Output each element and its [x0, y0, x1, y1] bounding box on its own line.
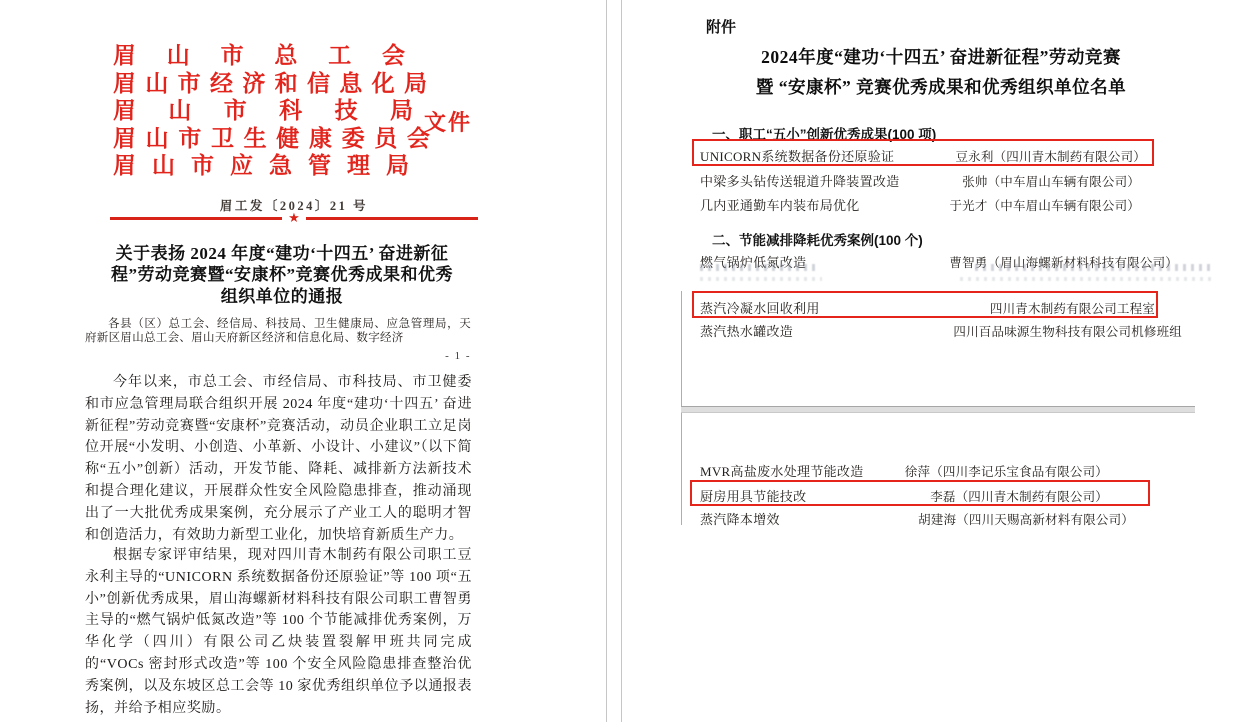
project-name: MVR高盐废水处理节能改造: [700, 464, 864, 479]
awardee-name: 四川百品味源生物科技有限公司机修班组: [953, 325, 1182, 339]
project-name: 燃气锅炉低氮改造: [700, 255, 807, 270]
org-line-5: 眉 山 市 应 急 管 理 局: [113, 153, 409, 179]
highlight-box-unicorn: [692, 139, 1154, 166]
org-line-2: 眉 山 市 经 济 和 信 息 化 局: [113, 70, 427, 96]
addressees-paragraph: 各县（区）总工会、经信局、科技局、卫生健康局、应急管理局，天府新区眉山总工会、眉山天府新区经济和信息化局、数字经济: [85, 318, 471, 344]
notice-title-line-2: 程”劳动竞赛暨“安康杯”竞赛优秀成果和优秀: [111, 265, 453, 285]
left-window-edge: [606, 0, 607, 722]
awardee-name: 李磊（四川青木制药有限公司）: [930, 490, 1108, 504]
project-name: 厨房用具节能技改: [700, 489, 807, 504]
ghost-smear: [700, 277, 822, 281]
page-break-gap: [681, 406, 1195, 413]
doc-number: 眉工发〔2024〕21 号: [219, 199, 369, 213]
right-window-edge: [621, 0, 622, 722]
award-row: [700, 321, 1182, 340]
awardee-name: 豆永利（四川青木制药有限公司）: [955, 150, 1146, 164]
awardee-name: 胡建海（四川天赐高新材料有限公司）: [918, 513, 1134, 527]
org-line-3: 眉 山 市 科 技 局: [113, 98, 413, 124]
notice-title-line-3: 组织单位的通报: [220, 286, 344, 306]
awardee-name: 张帅（中车眉山车辆有限公司）: [962, 175, 1140, 189]
award-row: [700, 195, 1140, 214]
project-name: 蒸汽热水罐改造: [700, 324, 794, 339]
awardee-name: 曹智勇（眉山海螺新材料科技有限公司）: [949, 256, 1178, 270]
notice-title-line-1: 关于表扬 2024 年度“建功‘十四五’ 奋进新征: [115, 244, 449, 263]
notice-title: [85, 243, 479, 307]
red-header-org-block: [113, 42, 430, 180]
body-paragraph-2: 根据专家评审结果，现对四川青木制药有限公司职工豆永利主导的“UNICORN 系统数据备份还原验证”等 100 项“五小”创新优秀成果，眉山海螺新材料科技有限公司职工曹智勇主导的“燃气锅炉低氮改造”等 100 个节能减排优秀案例，万华化学（四川）有限公司乙炔装置裂解甲班共同完成的“VOCs 密封形式改造”等 100 个安全风险隐患排查整治优秀案例，以及东坡区总工会等 10 家优秀组织单位予以通报表扬，并给予相应奖励。: [85, 548, 472, 716]
award-row: [700, 171, 1140, 190]
awardee-name: 于光才（中车眉山车辆有限公司）: [949, 199, 1140, 213]
award-row: [700, 461, 1108, 480]
awardee-name: 徐萍（四川李记乐宝食品有限公司）: [904, 465, 1108, 479]
attachment-title: [660, 42, 1222, 102]
org-line-1: 眉 山 市 总 工 会: [113, 43, 405, 68]
page-left-border-upper: [681, 291, 682, 406]
project-name: 几内亚通勤车内装布局优化: [700, 198, 860, 213]
section1-heading: 一、职工“五小”创新优秀成果(100 项): [712, 127, 937, 142]
project-name: 蒸汽冷凝水回收利用: [700, 301, 820, 316]
project-name: 中梁多头钻传送辊道升降装置改造: [700, 174, 900, 189]
section2-heading: 二、节能减排降耗优秀案例(100 个): [712, 233, 923, 248]
page-left-border-lower: [681, 413, 682, 525]
star-icon: ★: [288, 211, 300, 226]
doc-type-label: 文件: [424, 110, 473, 135]
project-name: UNICORN系统数据备份还原验证: [700, 149, 895, 164]
project-name: 蒸汽降本增效: [700, 512, 780, 527]
ghost-smear: [960, 277, 1213, 281]
highlight-box-condensate: [692, 291, 1158, 318]
attachment-title-line-1: 2024年度“建功‘十四五’ 奋进新征程”劳动竞赛: [761, 47, 1121, 67]
ghost-smear: [975, 264, 1213, 271]
body-paragraph-1: 今年以来，市总工会、市经信局、市科技局、市卫健委和市应急管理局联合组织开展 2024 年度“建功‘十四五’ 奋进新征程”劳动竞赛暨“安康杯”竞赛活动，动员企业职工立足岗位开展“小发明、小创造、小革新、小设计、小建议”（以下简称“五小”创新）活动，开发节能、降耗、减排新方法新技术和提合理化建议，开展群众性安全风险隐患排查，推动涌现出了一大批优秀成果案例，充分展示了产业工人的聪明才智和创造活力，有效助力新型工业化，加快培育新质生产力。: [85, 375, 472, 543]
page-number: - 1 -: [445, 350, 471, 362]
red-rule-right-segment: [306, 217, 478, 220]
red-rule: [110, 212, 478, 225]
attachment-label: 附件: [706, 19, 737, 36]
highlight-box-kitchen: [690, 480, 1150, 506]
red-rule-left-segment: [110, 217, 282, 220]
awardee-name: 四川青木制药有限公司工程室: [989, 302, 1155, 316]
org-line-4: 眉 山 市 卫 生 健 康 委 员 会: [113, 125, 430, 151]
award-row: [700, 509, 1134, 528]
ghost-smear: [700, 264, 816, 271]
attachment-title-line-2: 暨 “安康杯” 竞赛优秀成果和优秀组织单位名单: [755, 77, 1127, 97]
